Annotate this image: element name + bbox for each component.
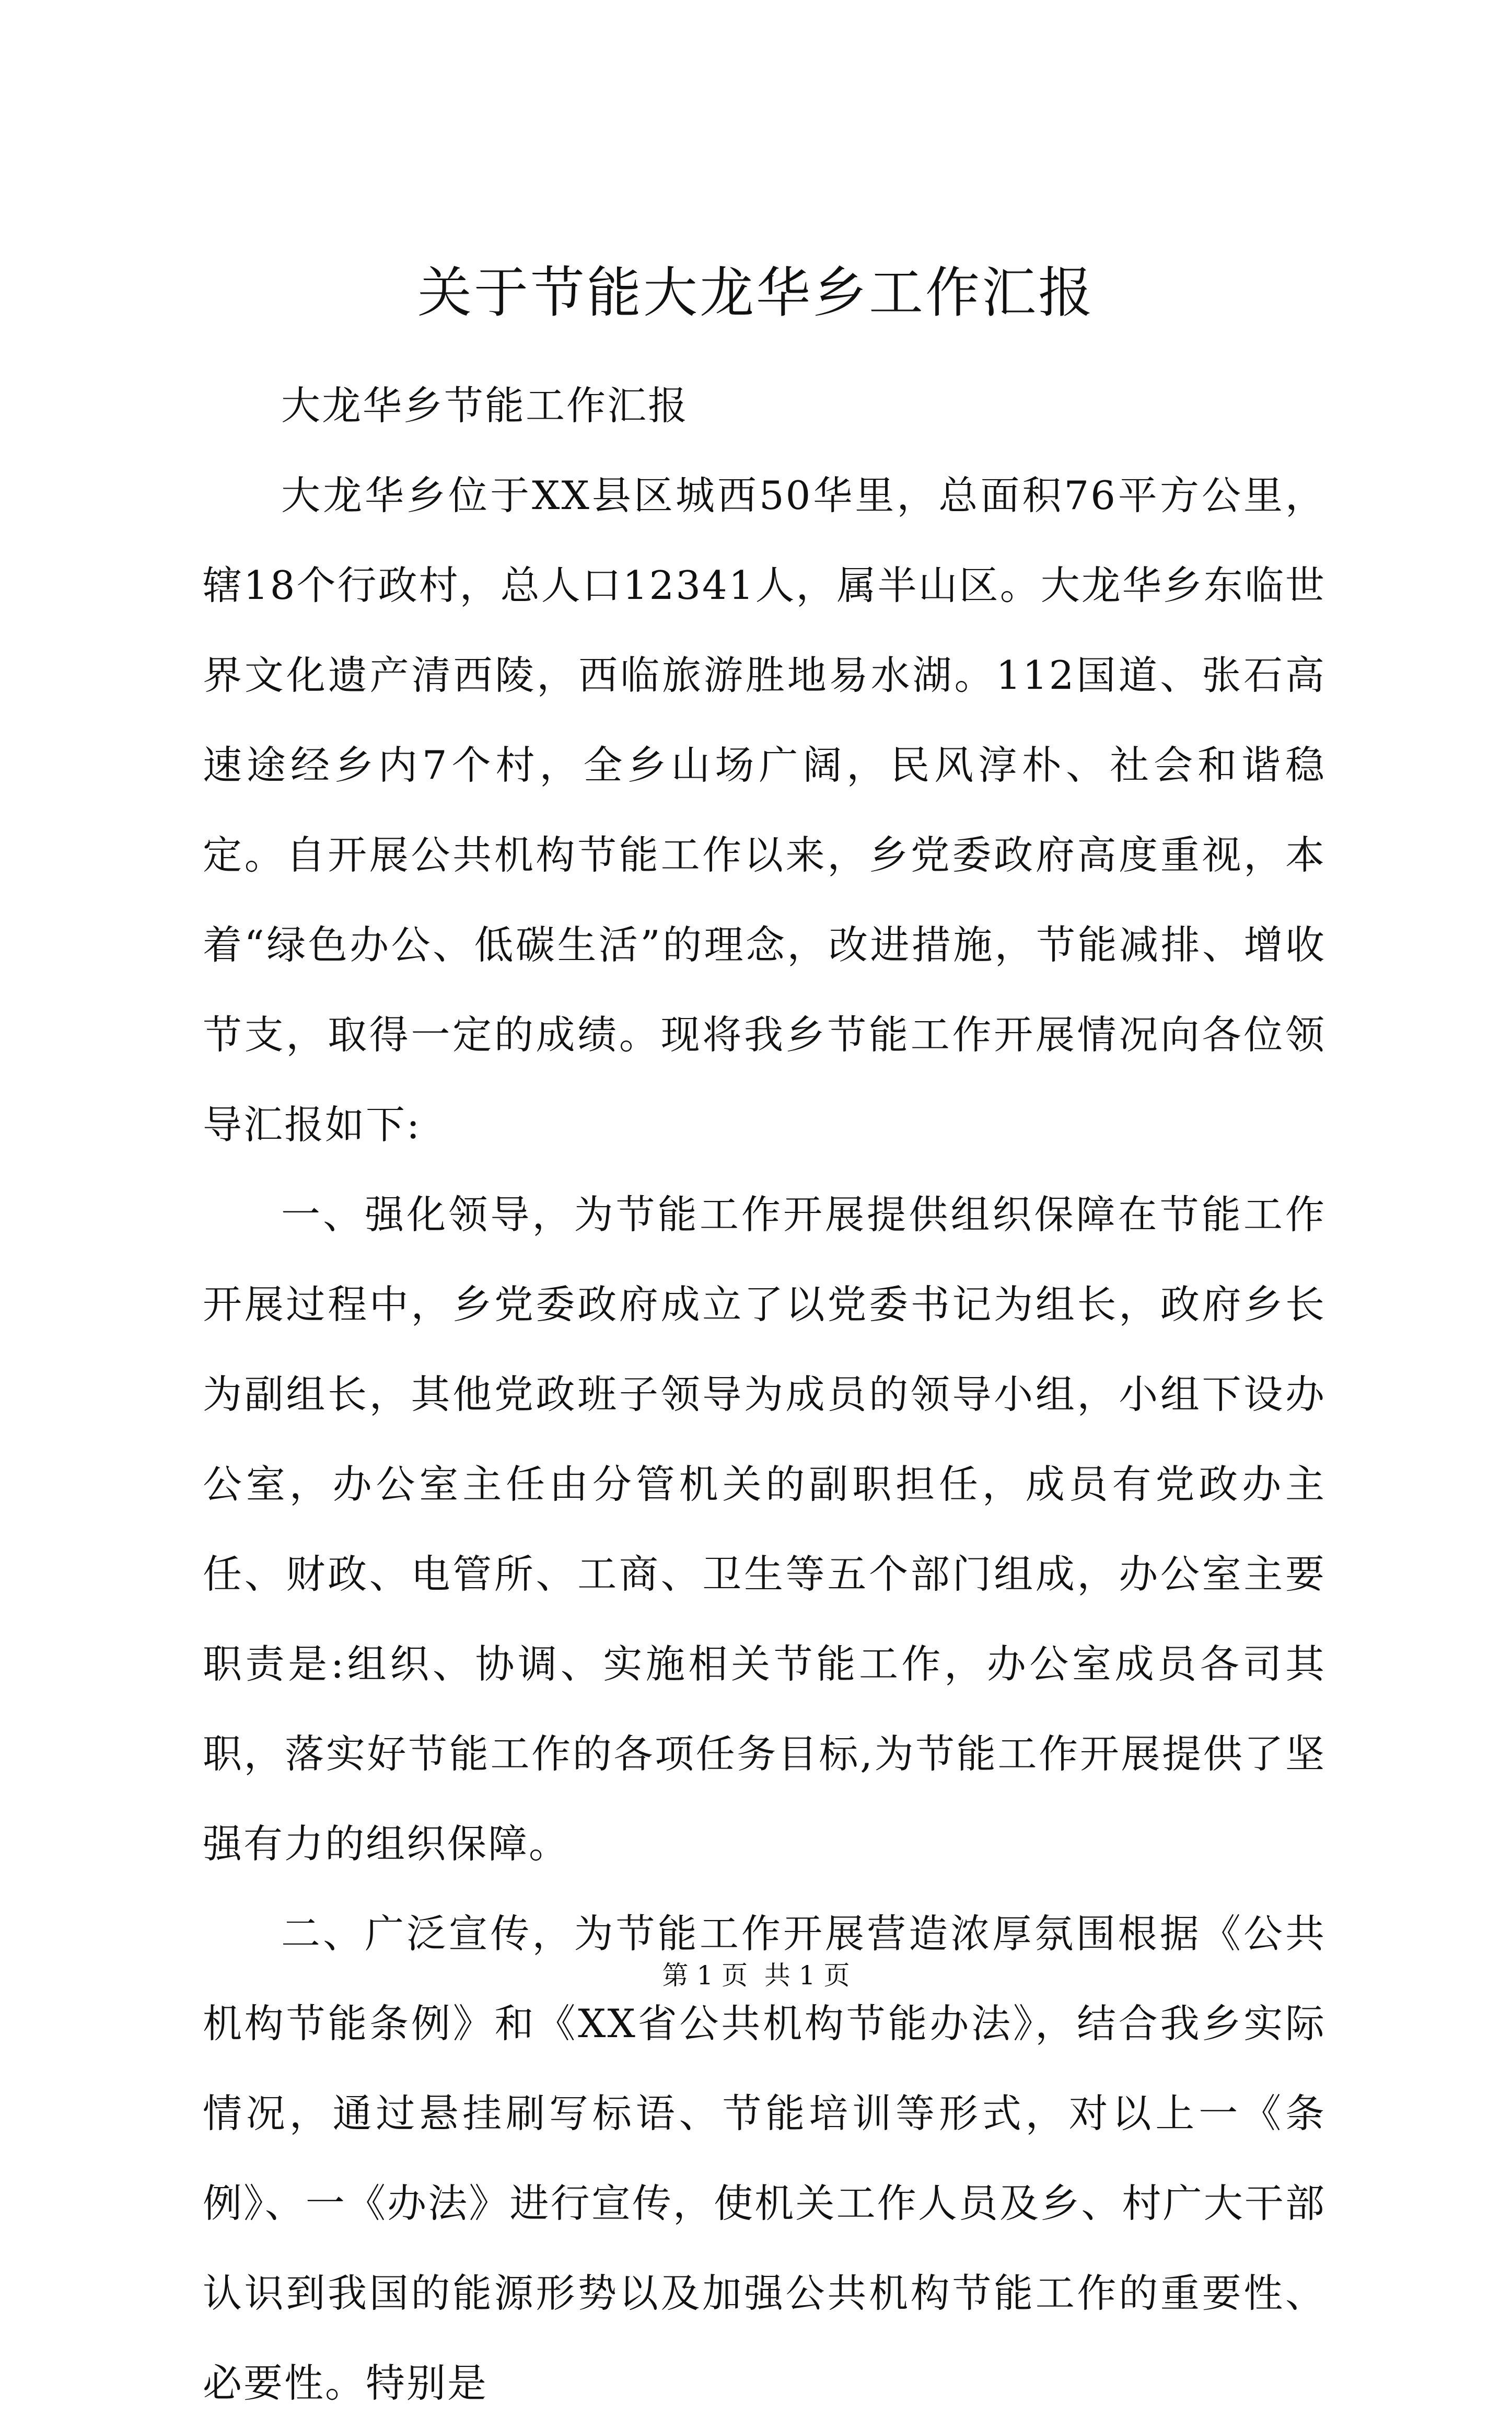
document-body xyxy=(203,361,1326,2428)
paragraph-subtitle: 大龙华乡节能工作汇报 xyxy=(281,383,689,429)
paragraph-section-1: 一、强化领导，为节能工作开展提供组织保障在节能工作开展过程中，乡党委政府成立了以党委书记为组长，政府乡长为副组长，其他党政班子领导为成员的领导小组，小组下设办公室，办公室主任由分管机关的副职担任，成员有党政办主任、财政、电管所、工商、卫生等五个部门组成，办公室主要职责是:组织、协调、实施相关节能工作，办公室成员各司其职，落实好节能工作的各项任务目标,为节能工作开展提供了坚强有力的组织保障。 xyxy=(203,1192,1326,1867)
paragraph-section-2: 二、广泛宣传，为节能工作开展营造浓厚氛围根据《公共机构节能条例》和《XX省公共机构节能办法》，结合我乡实际情况，通过悬挂刷写标语、节能培训等形式，对以上一《条例》、一《办法》进行宣传，使机关工作人员及乡、村广大干部认识到我国的能源形势以及加强公共机构节能工作的重要性、必要性。特别是 xyxy=(203,1911,1326,2406)
paragraph-intro: 大龙华乡位于XX县区城西50华里，总面积76平方公里，辖18个行政村，总人口12341人，属半山区。大龙华乡东临世界文化遗产清西陵，西临旅游胜地易水湖。112国道、张石高速途经乡内7个村，全乡山场广阔，民风淳朴、社会和谐稳定。自开展公共机构节能工作以来，乡党委政府高度重视，本着“绿色办公、低碳生活”的理念，改进措施，节能减排、增收节支，取得一定的成绩。现将我乡节能工作开展情况向各位领导汇报如下: xyxy=(203,472,1326,1148)
page-footer xyxy=(0,1957,1512,1994)
document-title: 关于节能大龙华乡工作汇报 xyxy=(417,261,1095,325)
page-number-label: 第 1 页 共 1 页 xyxy=(662,1960,850,1991)
